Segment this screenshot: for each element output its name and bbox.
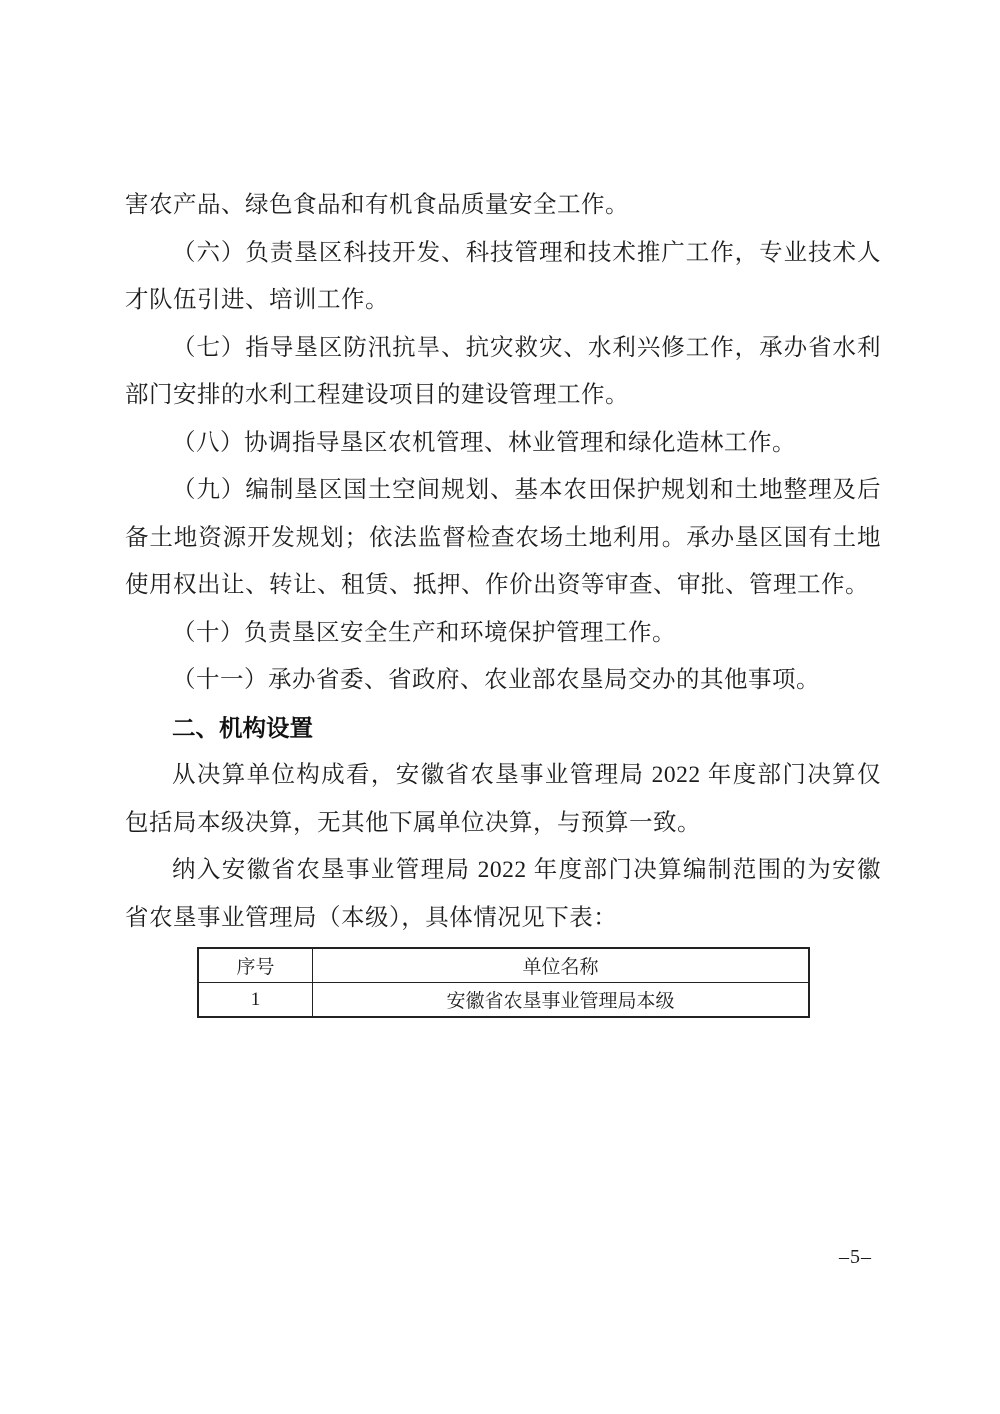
body-paragraph-duty-10: （十）负责垦区安全生产和环境保护管理工作。 (172, 619, 676, 646)
document-body (125, 182, 881, 1018)
section-heading-organization: 二、机构设置 (172, 714, 313, 741)
table-header-seq: 序号 (198, 948, 313, 983)
table-cell-seq: 1 (198, 983, 313, 1018)
body-paragraph-duty-11: （十一）承办省委、省政府、农业部农垦局交办的其他事项。 (172, 667, 820, 693)
body-paragraph-duty-7: （七）指导垦区防汛抗旱、抗灾救灾、水利兴修工作，承办省水利部门安排的水利工程建设项目的建设管理工作。 (125, 334, 881, 408)
body-paragraph-duty-8: （八）协调指导垦区农机管理、林业管理和绿化造林工作。 (172, 429, 796, 456)
body-paragraph-duty-6: （六）负责垦区科技开发、科技管理和技术推广工作，专业技术人才队伍引进、培训工作。 (125, 239, 881, 313)
table-header-unit-name: 单位名称 (313, 948, 810, 983)
table-cell-unit-name: 安徽省农垦事业管理局本级 (313, 983, 810, 1018)
table-row (198, 983, 809, 1018)
body-paragraph-budget-scope: 从决算单位构成看，安徽省农垦事业管理局 2022 年度部门决算仅包括局本级决算，无其他下属单位决算，与预算一致。 (125, 762, 881, 836)
page-number: –5– (839, 1246, 872, 1268)
body-paragraph-budget-units: 纳入安徽省农垦事业管理局 2022 年度部门决算编制范围的为安徽省农垦事业管理局（本级），具体情况见下表： (125, 857, 881, 931)
body-paragraph-duty-9: （九）编制垦区国土空间规划、基本农田保护规划和土地整理及后备土地资源开发规划；依法监督检查农场土地利用。承办垦区国有土地使用权出让、转让、租赁、抵押、作价出资等审查、审批、管理工作。 (125, 477, 881, 598)
table-header-row (198, 948, 809, 983)
unit-list-table (197, 947, 810, 1018)
body-paragraph-continuation: 害农产品、绿色食品和有机食品质量安全工作。 (125, 192, 629, 218)
